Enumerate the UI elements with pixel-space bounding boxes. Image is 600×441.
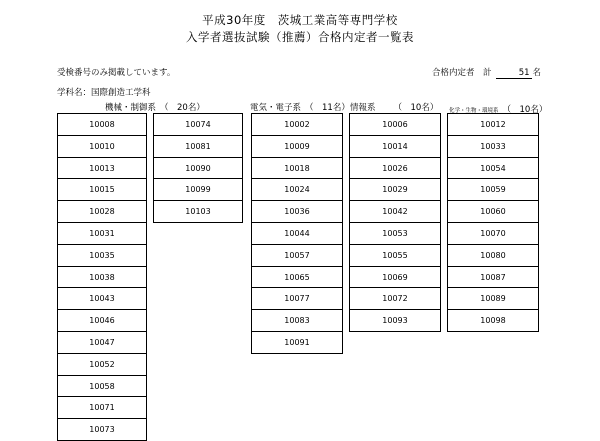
column-mechanical-b [153,113,243,223]
exam-number-cell: 10080 [448,245,538,267]
exam-number-cell: 10052 [58,354,146,376]
group-name: 機械・制御系 [105,103,157,113]
exam-number-cell: 10093 [350,310,440,332]
exam-number-cell: 10087 [448,267,538,289]
exam-number-cell: 10018 [252,158,342,180]
exam-number-cell: 10073 [58,419,146,441]
column-chemistry [447,113,539,332]
exam-number-cell: 10042 [350,201,440,223]
group-label-information [350,101,438,113]
exam-number-cell: 10069 [350,267,440,289]
exam-number-cell: 10070 [448,223,538,245]
exam-number-cell: 10035 [58,245,146,267]
exam-number-cell: 10026 [350,158,440,180]
total-summary [432,66,541,79]
total-count: 51 [496,68,532,79]
group-count: （ 10名） [393,103,439,113]
department-label: 学科名：国際創造工学科 [57,88,151,98]
exam-number-cell: 10043 [58,288,146,310]
group-name: 化学・生物・環境系 [449,108,499,114]
group-label-mechanical [105,101,205,113]
exam-number-cell: 10089 [448,288,538,310]
exam-number-cell: 10074 [154,114,242,136]
exam-number-cell: 10047 [58,332,146,354]
exam-number-cell: 10012 [448,114,538,136]
note-text: 受検番号のみ掲載しています。 [57,68,176,78]
exam-number-cell: 10010 [58,136,146,158]
exam-number-cell: 10028 [58,201,146,223]
exam-number-cell: 10103 [154,201,242,223]
column-electrical [251,113,343,354]
exam-number-cell: 10006 [350,114,440,136]
exam-number-cell: 10015 [58,179,146,201]
exam-number-cell: 10044 [252,223,342,245]
exam-number-cell: 10098 [448,310,538,332]
group-count: （ 11名） [305,103,350,113]
total-unit: 名 [532,68,542,78]
exam-number-cell: 10031 [58,223,146,245]
group-name: 電気・電子系 [250,103,302,113]
exam-number-cell: 10014 [350,136,440,158]
group-count: （ 10名） [502,105,548,115]
exam-number-cell: 10054 [448,158,538,180]
group-count: （ 20名） [160,103,205,113]
exam-number-cell: 10029 [350,179,440,201]
exam-number-cell: 10060 [448,201,538,223]
page-subtitle: 入学者選抜試験（推薦）合格内定者一覧表 [186,30,414,44]
exam-number-cell: 10055 [350,245,440,267]
exam-number-cell: 10013 [58,158,146,180]
exam-number-cell: 10046 [58,310,146,332]
group-label-electrical [250,101,350,113]
exam-number-cell: 10071 [58,397,146,419]
exam-number-cell: 10081 [154,136,242,158]
exam-number-cell: 10008 [58,114,146,136]
exam-number-cell: 10099 [154,179,242,201]
column-information [349,113,441,332]
exam-number-cell: 10053 [350,223,440,245]
page-title: 平成30年度 茨城工業高等専門学校 [202,13,398,27]
column-mechanical-a [57,113,147,441]
exam-number-cell: 10024 [252,179,342,201]
exam-number-cell: 10077 [252,288,342,310]
exam-number-cell: 10091 [252,332,342,354]
exam-number-cell: 10036 [252,201,342,223]
exam-number-cell: 10065 [252,267,342,289]
exam-number-cell: 10072 [350,288,440,310]
exam-number-cell: 10057 [252,245,342,267]
exam-number-cell: 10058 [58,376,146,398]
exam-number-cell: 10009 [252,136,342,158]
exam-number-cell: 10090 [154,158,242,180]
exam-number-cell: 10033 [448,136,538,158]
group-name: 情報系 [350,103,376,113]
exam-number-cell: 10002 [252,114,342,136]
exam-number-cell: 10059 [448,179,538,201]
exam-number-cell: 10038 [58,267,146,289]
total-label: 合格内定者 計 [432,68,492,78]
exam-number-cell: 10083 [252,310,342,332]
